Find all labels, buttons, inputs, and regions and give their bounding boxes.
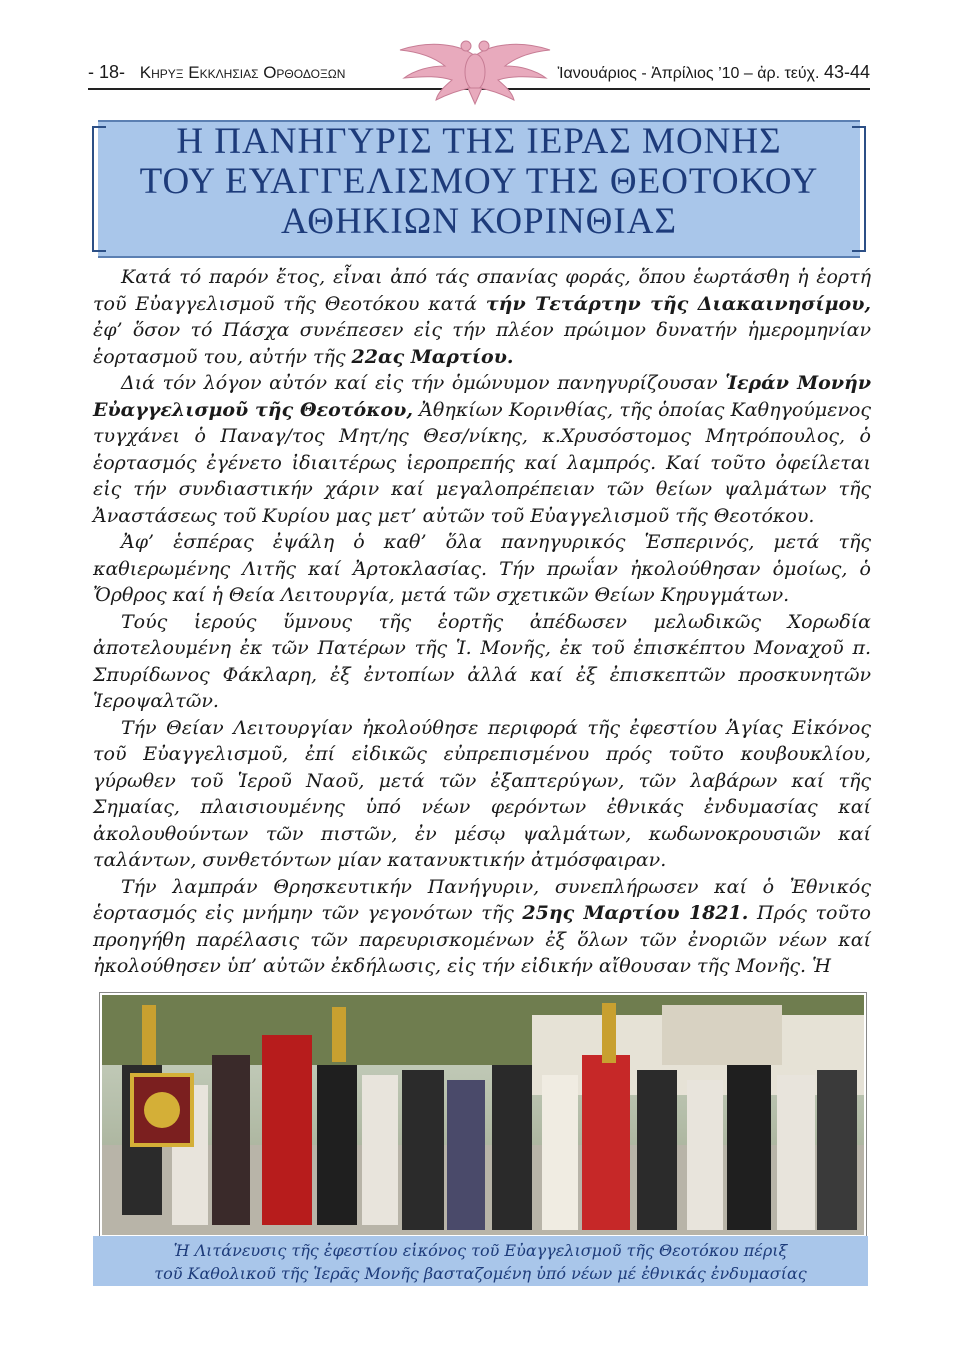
- p6-bold-date: 25ης Μαρτίου 1821.: [522, 902, 749, 924]
- issue-number: 43-44: [823, 62, 870, 82]
- title-ornament-right: [852, 126, 866, 252]
- paragraph-6: [93, 874, 871, 980]
- paragraph-2: [93, 370, 871, 529]
- page-number: - 18-: [88, 62, 126, 82]
- issue-info: Ἰανουάριος - Ἀπρίλιος ’10 – ἀρ. τεύχ.: [557, 65, 820, 82]
- header-right: [557, 62, 870, 83]
- title-ornament-left: [92, 126, 106, 252]
- paragraph-3: Ἀφ’ ἑσπέρας ἐψάλη ὁ καθ’ ὅλα πανηγυρικός Ἑσπερινός, μετά τῆς καθιερωμένης Λιτῆς καί Ἀρτοκλασίας. Τήν πρωΐαν ἠκολούθησαν ὁμοίως, ὁ Ὄρθρος καί ἡ Θεία Λειτουργία, μετά τῶν σχετικῶν Θείων Κηρυγμάτων.: [93, 531, 871, 606]
- title-line-3: ΑΘΗΚΙΩΝ ΚΟΡΙΝΘΙΑΣ: [281, 201, 677, 242]
- paragraph-5: Τήν Θείαν Λειτουργίαν ἠκολούθησε περιφορά τῆς ἐφεστίου Ἁγίας Εἰκόνος τοῦ Εὐαγγελισμοῦ, ἐπί εἰδικῶς εὐπρεπισμένου πρός τοῦτο κουβουκλίου, γύρωθεν τοῦ Ἱεροῦ Ναοῦ, μετά τῶν ἐξαπτερύγων, τῶν λαβάρων καί τῆς Σημαίας, πλαισιουμένης ὑπό νέων φερόντων ἐθνικάς ἐνδυμασίας καί ἀκολουθούντων τῶν πιστῶν, ἐν μέσῳ ψαλμάτων, κωδωνοκρουσιῶν καί ταλάντων, συνθετόντων μίαν κατανυκτικήν ἀτμόσφαιραν.: [93, 716, 871, 871]
- p1-text-a: Κατά τό παρόν ἔτος, εἶναι ἀπό τάς σπανίας φοράς, ὅπου ἑωρτάσθη ἡ ἑορτή τοῦ Εὐαγγελισμοῦ τῆς Θεοτόκου κατά: [93, 266, 871, 315]
- p1-bold-date: τήν Τετάρτην τῆς Διακαινησίμου,: [485, 292, 872, 315]
- procession-photo: [100, 993, 866, 1237]
- double-headed-eagle-icon: [390, 36, 560, 108]
- paragraph-1: [93, 264, 871, 370]
- publication-name: Κηρυξ Εκκλησιας Ορθοδοξων: [139, 63, 346, 82]
- title-line-2: ΤΟΥ ΕΥΑΓΓΕΛΙΣΜΟΥ ΤΗΣ ΘΕΟΤΟΚΟΥ: [139, 161, 819, 202]
- p1-text-c: ἐφ’ ὅσον τό Πάσχα συνέπεσεν εἰς τήν πλέον πρώιμον δυνατήν ἡμερομηνίαν ἑορτασμοῦ του, αὐτήν τῆς: [93, 319, 871, 368]
- p2-text-c: Ἀθηκίων Κορινθίας, τῆς ὁποίας Καθηγούμενος τυγχάνει ὁ Παναγ/τος Μητ/ης Θεσ/νίκης, κ.Χρυσόστομος Μητρόπουλος, ὁ ἑορτασμός ἐγένετο ἰδιαιτέρως ἱεροπρεπής καί λαμπρός. Καί τοῦτο ὀφείλεται εἰς τήν συνδιαστικήν χάριν καί μεγαλοπρέπειαν τῶν θείων ψαλμάτων τῆς Ἀναστάσεως τοῦ Κυρίου μας μετ’ αὐτῶν τοῦ Εὐαγγελισμοῦ τῆς Θεοτόκου.: [93, 398, 871, 527]
- p6-text-c: Πρός τοῦτο προηγήθη παρέλασις τῶν παρευρισκομένων ἐξ ὅλων τῶν ἐνοριῶν νέων καί ἠκολούθησεν ὑπ’ αὐτῶν ἐκδήλωσις, εἰς τήν εἰδικήν αἴθουσαν τῆς Μονῆς. Ἡ: [93, 902, 871, 977]
- p1-bold-march: 22ας Μαρτίου.: [351, 345, 514, 368]
- p2-bold-monastery: Ἱεράν Μονήν Εὐαγγελισμοῦ τῆς Θεοτόκου,: [93, 372, 871, 421]
- article-body: [93, 264, 871, 980]
- paragraph-4: Τούς ἱερούς ὕμνους τῆς ἑορτῆς ἀπέδωσεν μελωδικῶς Χορωδία ἀποτελουμένη ἐκ τῶν Πατέρων τῆς Ἱ. Μονῆς, ἐκ τοῦ ἐπισκέπτου Μοναχοῦ π. Σπυρίδωνος Φάκλαρη, ἐξ ἐντοπίων ἀλλά καί ἐξ ἐπισκεπτῶν προσκυνητῶν Ἱεροψαλτῶν.: [93, 610, 871, 712]
- caption-line-1: Ἡ Λιτάνευσις τῆς ἐφεστίου εἰκόνος τοῦ Εὐαγγελισμοῦ τῆς Θεοτόκου πέριξ: [173, 1241, 788, 1260]
- header-left: [88, 62, 345, 83]
- icon-canopy: [132, 1075, 192, 1145]
- photo-caption: [93, 1236, 868, 1286]
- article-title-box: [98, 120, 860, 258]
- p6-text-a: Τήν λαμπράν Θρησκευτικήν Πανήγυριν, συνεπλήρωσεν καί ὁ Ἐθνικός ἑορτασμός εἰς μνήμην τῶν γεγονότων τῆς: [93, 875, 871, 924]
- p2-text-a: Διά τόν λόγον αὐτόν καί εἰς τήν ὁμώνυμον πανηγυρίζουσαν: [121, 372, 726, 394]
- title-line-1: Η ΠΑΝΗΓΥΡΙΣ ΤΗΣ ΙΕΡΑΣ ΜΟΝΗΣ: [176, 121, 782, 162]
- caption-line-2: τοῦ Καθολικοῦ τῆς Ἱερᾶς Μονῆς βασταζομένη ὑπό νέων μέ ἐθνικάς ἐνδυμασίας: [154, 1264, 807, 1283]
